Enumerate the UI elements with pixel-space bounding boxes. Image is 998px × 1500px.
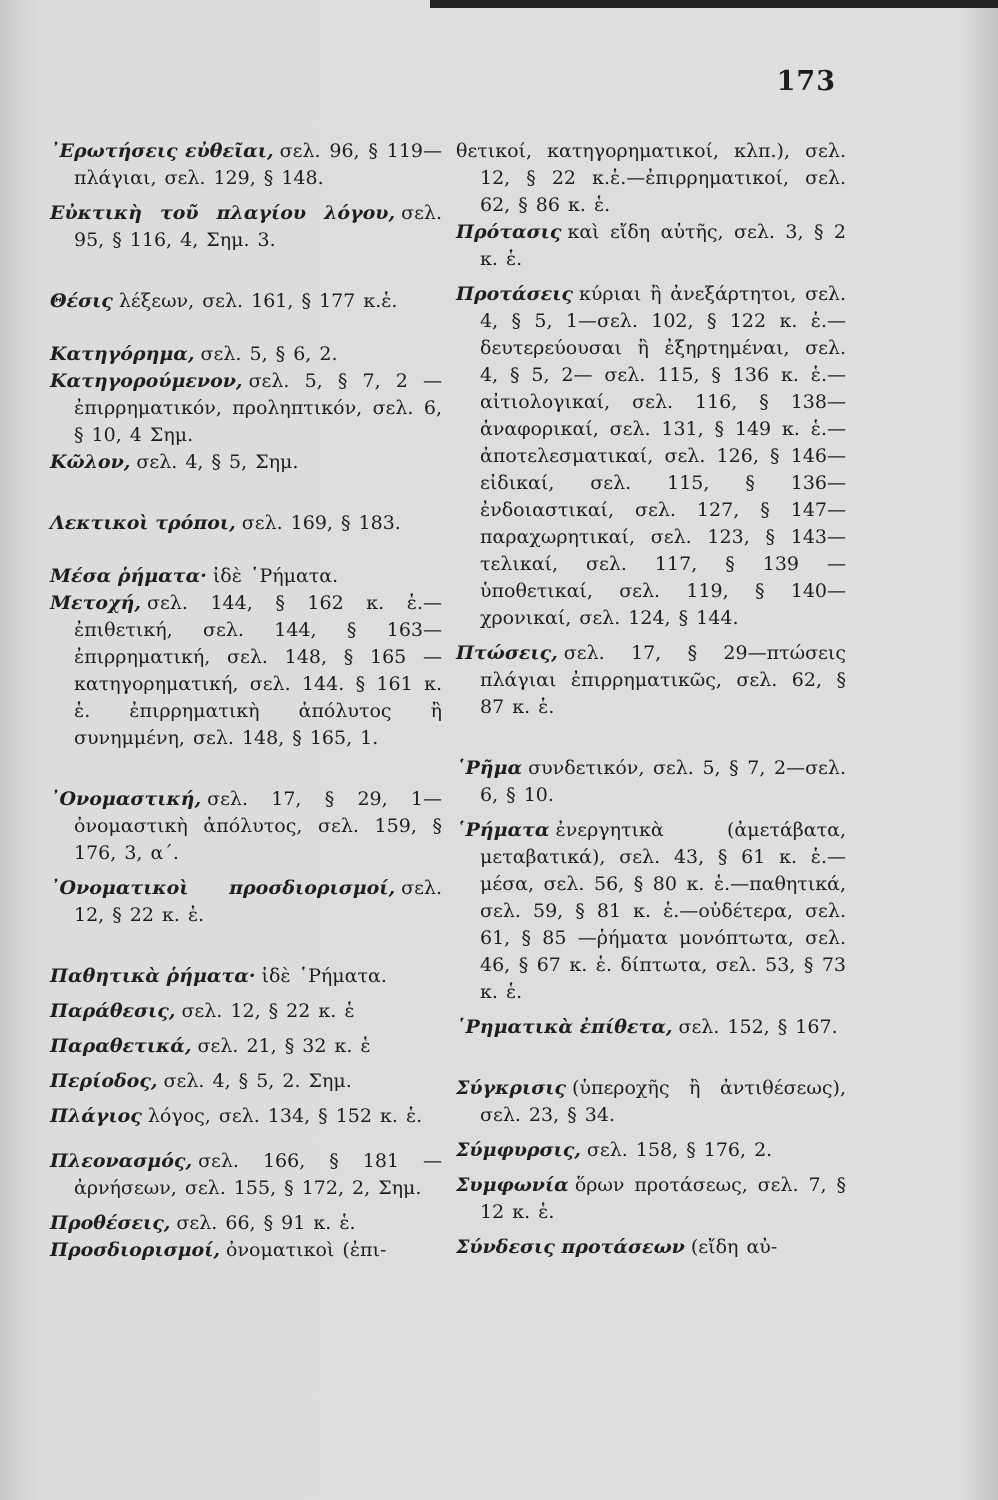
entry-text: σελ. 5, § 7, 2 —ἐπιρρηματικόν, προληπτικόν, σελ. 6, § 10, 4 Σημ. <box>74 370 442 446</box>
entry-headword: ῾Ρηματικὰ ἐπίθετα, <box>456 1016 673 1038</box>
index-entry <box>50 1103 442 1130</box>
index-entry <box>50 1210 442 1237</box>
entry-headword: Πτώσεις, <box>456 642 558 664</box>
entry-text: (ὑπεροχῆς ἢ ἀντιθέσεως), σελ. 23, § 34. <box>480 1077 846 1126</box>
index-entry <box>50 998 442 1025</box>
entry-headword: Μετοχή, <box>50 592 141 614</box>
entry-text: σελ. 96, § 119—πλάγιαι, σελ. 129, § 148. <box>74 140 442 189</box>
entry-headword: Προθέσεις, <box>50 1212 171 1234</box>
entry-text: ἐνεργητικὰ (ἀμετάβατα, μεταβατικά), σελ. 43, § 61 κ. ἑ.—μέσα, σελ. 56, § 80 κ. ἑ.—παθητικά, σελ. 59, § 81 κ. ἑ.—οὐδέτερα, σελ. 61, § 85 —ῥήματα μονόπτωτα, σελ. 46, § 67 κ. ἑ. δίπτωτα, σελ. 53, § 73 κ. ἑ. <box>480 819 846 1003</box>
entry-headword: ῾Ρῆμα <box>456 757 523 779</box>
index-entry <box>50 288 442 315</box>
entry-headword: Εὐκτικὴ τοῦ πλαγίου λόγου, <box>50 202 396 224</box>
entry-headword: Σύγκρισις <box>456 1077 567 1099</box>
index-entry <box>50 1237 442 1264</box>
entry-headword: ῾Ρήματα <box>456 819 550 841</box>
entry-text: σελ. 4, § 5, Σημ. <box>136 451 299 473</box>
index-entry <box>50 510 442 537</box>
entry-text: σελ. 152, § 167. <box>678 1016 838 1038</box>
index-entry <box>456 219 846 273</box>
entry-headword: Προσδιορισμοί, <box>50 1239 221 1261</box>
entry-text: σελ. 66, § 91 κ. ἑ. <box>176 1212 356 1234</box>
entry-text: κύριαι ἢ ἀνεξάρτητοι, σελ. 4, § 5, 1—σελ. 102, § 122 κ. ἑ.—δευτερεύουσαι ἢ ἐξηρτημέναι, σελ. 4, § 5, 2— σελ. 115, § 136 κ. ἑ.—αἰτιολογικαί, σελ. 116, § 138—ἀναφορικαί, σελ. 131, § 149 κ. ἑ.—ἀποτελεσματικαί, σελ. 126, § 146—εἰδικαί, σελ. 115, § 136—ἐνδοιαστικαί, σελ. 127, § 147—παραχωρητικαί, σελ. 123, § 143—τελικαί, σελ. 117, § 139 — ὑποθετικαί, σελ. 119, § 140—χρονικαί, σελ. 124, § 144. <box>480 283 846 629</box>
entry-headword: ᾿Ονοματικοὶ προσδιορισμοί, <box>50 877 396 899</box>
index-column-left <box>50 138 442 1264</box>
index-entry <box>456 755 846 809</box>
entry-headword: Πλεονασμός, <box>50 1150 193 1172</box>
index-entry <box>50 563 442 590</box>
index-entry <box>456 817 846 1006</box>
entry-headword: Σύνδεσις προτάσεων <box>456 1236 685 1258</box>
page-number: 173 <box>776 66 836 97</box>
entry-text: σελ. 12, § 22 κ. ἑ. <box>74 877 442 926</box>
entry-headword: Συμφωνία <box>456 1174 569 1196</box>
entry-headword: ᾿Ονομαστική, <box>50 788 202 810</box>
index-entry <box>50 1033 442 1060</box>
entry-headword: Παραθετικά, <box>50 1035 192 1057</box>
entry-headword: Προτάσεις <box>456 283 573 305</box>
entry-headword: Παράθεσις, <box>50 1000 176 1022</box>
index-entry <box>50 963 442 990</box>
index-entry <box>456 1172 846 1226</box>
entry-headword: ᾿Ερωτήσεις εὐθεῖαι, <box>50 140 274 162</box>
entry-text: συνδετικόν, σελ. 5, § 7, 2—σελ. 6, § 10. <box>480 757 846 806</box>
entry-text: σελ. 95, § 116, 4, Σημ. 3. <box>74 202 442 251</box>
entry-text: λέξεων, σελ. 161, § 177 κ.ἑ. <box>118 290 398 312</box>
entry-text: σελ. 169, § 183. <box>241 512 401 534</box>
scan-top-edge <box>430 0 998 8</box>
entry-text: θετικοί, κατηγορηματικοί, κλπ.), σελ. 12, § 22 κ.ἑ.—ἐπιρρηματικοί, σελ. 62, § 86 κ. ἑ. <box>456 140 846 216</box>
index-entry <box>50 1068 442 1095</box>
entry-text: ὅρων προτάσεως, σελ. 7, § 12 κ. ἑ. <box>480 1174 846 1223</box>
index-entry <box>50 200 442 254</box>
index-entry <box>456 1137 846 1164</box>
index-entry <box>50 1148 442 1202</box>
index-entry <box>50 590 442 752</box>
index-entry <box>50 368 442 449</box>
entry-headword: Κῶλον, <box>50 451 131 473</box>
index-entry <box>456 1014 846 1041</box>
entry-text: σελ. 17, § 29—πτώσεις πλάγιαι ἐπιρρηματικῶς, σελ. 62, § 87 κ. ἑ. <box>480 642 846 718</box>
entry-headword: Σύμφυρσις, <box>456 1139 581 1161</box>
index-entry <box>456 1234 846 1261</box>
index-entry <box>456 1075 846 1129</box>
index-entry <box>50 449 442 476</box>
entry-headword: Πρότασις <box>456 221 562 243</box>
index-entry <box>456 281 846 632</box>
entry-text: σελ. 4, § 5, 2. Σημ. <box>163 1070 352 1092</box>
entry-headword: Κατηγορούμενον, <box>50 370 243 392</box>
entry-headword: Περίοδος, <box>50 1070 158 1092</box>
entry-text: σελ. 17, § 29, 1— ὀνομαστικὴ ἀπόλυτος, σελ. 159, § 176, 3, α΄. <box>74 788 442 864</box>
entry-text: καὶ εἴδη αὐτῆς, σελ. 3, § 2 κ. ἑ. <box>480 221 846 270</box>
index-entry <box>456 640 846 721</box>
entry-text: σελ. 12, § 22 κ. ἑ <box>181 1000 355 1022</box>
entry-text: ἰδὲ ῾Ρήματα. <box>261 965 387 987</box>
index-column-right <box>456 138 846 1261</box>
entry-headword: Κατηγόρημα, <box>50 343 195 365</box>
entry-text: (εἴδη αὐ- <box>690 1236 778 1258</box>
entry-headword: Μέσα ῥήματα· <box>50 565 207 587</box>
entry-headword: Πλάγιος <box>50 1105 142 1127</box>
entry-text: ὀνοματικοὶ (ἐπι- <box>226 1239 387 1261</box>
index-entry <box>50 138 442 192</box>
entry-headword: Λεκτικοὶ τρόποι, <box>50 512 236 534</box>
index-entry <box>456 138 846 219</box>
entry-text: ἰδὲ ῾Ρήματα. <box>212 565 339 587</box>
entry-text: σελ. 5, § 6, 2. <box>200 343 338 365</box>
entry-text: σελ. 144, § 162 κ. ἑ.—ἐπιθετική, σελ. 144, § 163—ἐπιρρηματική, σελ. 148, § 165 —κατηγορηματική, σελ. 144. § 161 κ. ἑ. ἐπιρρηματικὴ ἀπόλυτος ἢ συνημμένη, σελ. 148, § 165, 1. <box>74 592 442 749</box>
entry-headword: Θέσις <box>50 290 113 312</box>
entry-text: σελ. 166, § 181 — ἀρνήσεων, σελ. 155, § 172, 2, Σημ. <box>74 1150 442 1199</box>
entry-text: σελ. 21, § 32 κ. ἑ <box>197 1035 371 1057</box>
index-entry <box>50 875 442 929</box>
entry-text: λόγος, σελ. 134, § 152 κ. ἑ. <box>147 1105 423 1127</box>
entry-text: σελ. 158, § 176, 2. <box>586 1139 773 1161</box>
index-entry <box>50 786 442 867</box>
entry-headword: Παθητικὰ ῥήματα· <box>50 965 256 987</box>
index-entry <box>50 341 442 368</box>
